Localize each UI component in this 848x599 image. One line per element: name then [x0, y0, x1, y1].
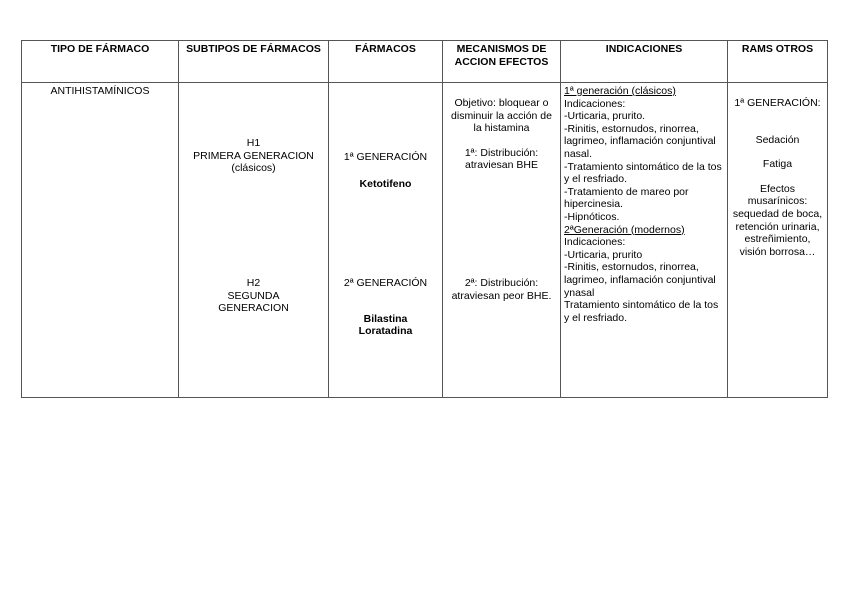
rams-item: Efectos musarínicos: sequedad de boca, retención urinaria, estreñimiento, visión borrosa…	[732, 182, 823, 258]
subtipo-h2: H2	[246, 277, 261, 289]
header-indicaciones: INDICACIONES	[561, 41, 728, 83]
indic-gen2-line: Indicaciones:	[564, 236, 626, 249]
cell-farmacos	[329, 83, 443, 398]
indic-gen1-line: -Urticaria, prurito.	[564, 110, 646, 123]
gen2-label: 2ª GENERACIÓN	[343, 277, 428, 289]
cell-mecanismos	[443, 83, 561, 398]
tipo-label: ANTIHISTAMÍNICOS	[50, 85, 150, 97]
indic-gen1-line: Indicaciones:	[564, 97, 626, 110]
cell-rams	[728, 83, 828, 398]
rams-gen: 1ª GENERACIÓN:	[734, 97, 821, 109]
header-subtipos: SUBTIPOS DE FÁRMACOS	[179, 41, 329, 83]
indic-gen2-title: 2ªGeneración (modernos)	[564, 223, 685, 236]
indic-gen1-line: -Tratamiento de mareo por hipercinesia.	[564, 185, 689, 211]
indic-gen1-line: -Rinitis, estornudos, rinorrea, lagrimeo, inflamación conjuntival nasal.	[564, 122, 716, 160]
gen2-drug-2: Loratadina	[358, 325, 413, 338]
header-row	[22, 41, 828, 83]
table-row	[22, 83, 828, 398]
subtipo-h2-note: GENERACION	[218, 302, 289, 315]
mecanismo-objetivo: Objetivo: bloquear o disminuir la acción de la histamina	[451, 97, 552, 135]
mecanismo-dist1: 1ª: Distribución: atraviesan BHE	[464, 146, 539, 172]
gen1-label: 1ª GENERACIÓN	[343, 151, 428, 163]
mecanismo-dist2: 2ª: Distribución: atraviesan peor BHE.	[451, 277, 552, 302]
rams-item: Sedación	[755, 133, 800, 146]
rams-item: Fatiga	[762, 158, 793, 171]
header-rams: RAMS OTROS	[728, 41, 828, 83]
indic-gen2-line: Tratamiento sintomático de la tos y el resfriado.	[564, 299, 719, 324]
indic-gen1-line: -Hipnóticos.	[564, 210, 620, 223]
header-mecanismos: MECANISMOS DE ACCION EFECTOS	[443, 41, 561, 83]
indic-gen1-line: -Tratamiento sintomático de la tos y el resfriado.	[564, 160, 722, 186]
subtipo-h2-name: SEGUNDA	[227, 289, 280, 302]
pharmacology-table	[21, 40, 828, 398]
indic-gen1-title: 1ª generación (clásicos)	[564, 85, 676, 97]
subtipo-h1: H1	[246, 137, 261, 149]
header-tipo: TIPO DE FÁRMACO	[22, 41, 179, 83]
cell-tipo	[22, 83, 179, 398]
subtipo-h1-note: (clásicos)	[231, 162, 276, 175]
indic-gen2-line: -Urticaria, prurito	[564, 248, 643, 261]
gen2-drug-1: Bilastina	[363, 312, 408, 325]
cell-subtipos	[179, 83, 329, 398]
header-farmacos: FÁRMACOS	[329, 41, 443, 83]
cell-indicaciones	[561, 83, 728, 398]
subtipo-h1-name: PRIMERA GENERACION	[193, 149, 314, 162]
indic-gen2-line: -Rinitis, estornudos, rinorrea, lagrimeo, inflamación conjuntival ynasal	[564, 261, 716, 299]
gen1-drug: Ketotifeno	[359, 177, 412, 190]
